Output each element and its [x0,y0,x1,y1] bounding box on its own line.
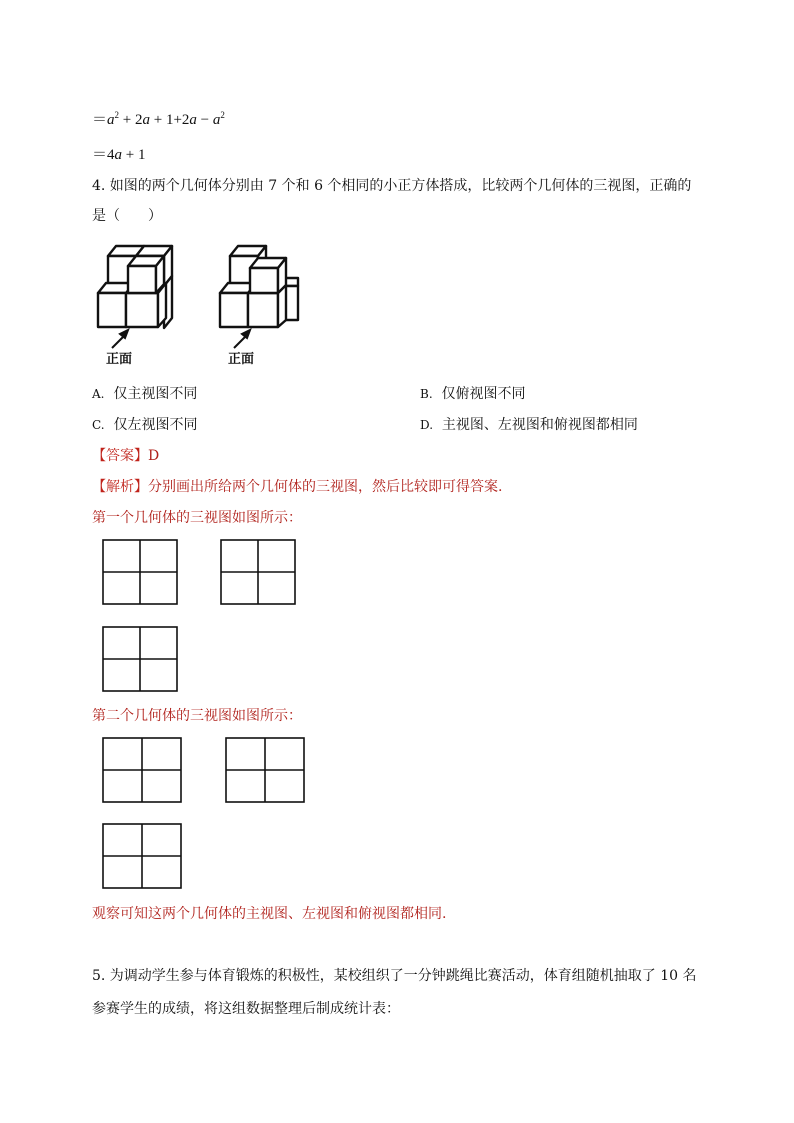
eq-prefix: ＝4 [92,147,115,163]
option-letter: D. [420,418,434,432]
eq-exponent: 2 [114,110,120,120]
option-text: 仅俯视图不同 [441,386,526,402]
eq-term: + 1 [122,147,146,163]
second-left-view-grid [224,736,306,804]
option-b[interactable] [420,383,526,403]
option-a[interactable] [92,383,197,403]
eq-prefix: ＝ [92,112,108,128]
second-front-view-grid [101,736,183,804]
eq-term: − [196,112,213,128]
answer-tag: 【答案】 [92,448,148,464]
first-top-view-grid [101,625,179,693]
first-left-view-grid [219,538,297,606]
answer-line [92,445,159,465]
analysis-tag: 【解析】 [92,479,148,495]
option-text: 仅左视图不同 [113,417,198,433]
option-text: 仅主视图不同 [113,386,198,402]
eq-exponent: 2 [220,110,225,120]
option-letter: B. [420,387,433,401]
second-views-caption: 第二个几何体的三视图如图所示： [92,708,302,724]
question-5-line-2: 参赛学生的成绩，将这组数据整理后制成统计表： [92,1001,400,1017]
front-label-1: 正面 [106,352,133,367]
solid-1 [98,246,172,328]
first-views-caption: 第一个几何体的三视图如图所示： [92,510,302,526]
solid-2 [220,246,298,327]
eq-var: a [189,112,197,128]
option-letter: C. [92,418,105,432]
question-4-stem-line-1: 4. 如图的两个几何体分别由 7 个和 6 个相同的小正方体搭成，比较两个几何体的三视图，正确的 [92,178,692,194]
option-c[interactable] [92,414,197,434]
analysis-line [92,476,502,496]
option-letter: A. [92,387,105,401]
answer-value: D [148,448,160,464]
conclusion-text: 观察可知这两个几何体的主视图、左视图和俯视图都相同. [92,906,447,922]
front-label-2: 正面 [228,352,255,367]
eq-var: a [142,112,150,128]
analysis-text: 分别画出所给两个几何体的三视图，然后比较即可得答案. [148,479,503,495]
question-4-stem-line-2: 是（ ） [92,208,162,224]
equation-line-1 [92,108,225,129]
equation-line-2 [92,143,145,164]
eq-var: a [212,112,221,128]
option-text: 主视图、左视图和俯视图都相同 [441,417,638,433]
eq-term: + 1+2 [149,112,190,128]
first-front-view-grid [101,538,179,606]
option-d[interactable] [420,414,638,434]
eq-var: a [107,112,115,128]
eq-term: + 2 [119,112,143,128]
question-5-line-1: 5. 为调动学生参与体育锻炼的积极性，某校组织了一分钟跳绳比赛活动，体育组随机抽取了 10 名 [92,968,697,984]
second-top-view-grid [101,822,183,890]
eq-var: a [114,147,123,163]
